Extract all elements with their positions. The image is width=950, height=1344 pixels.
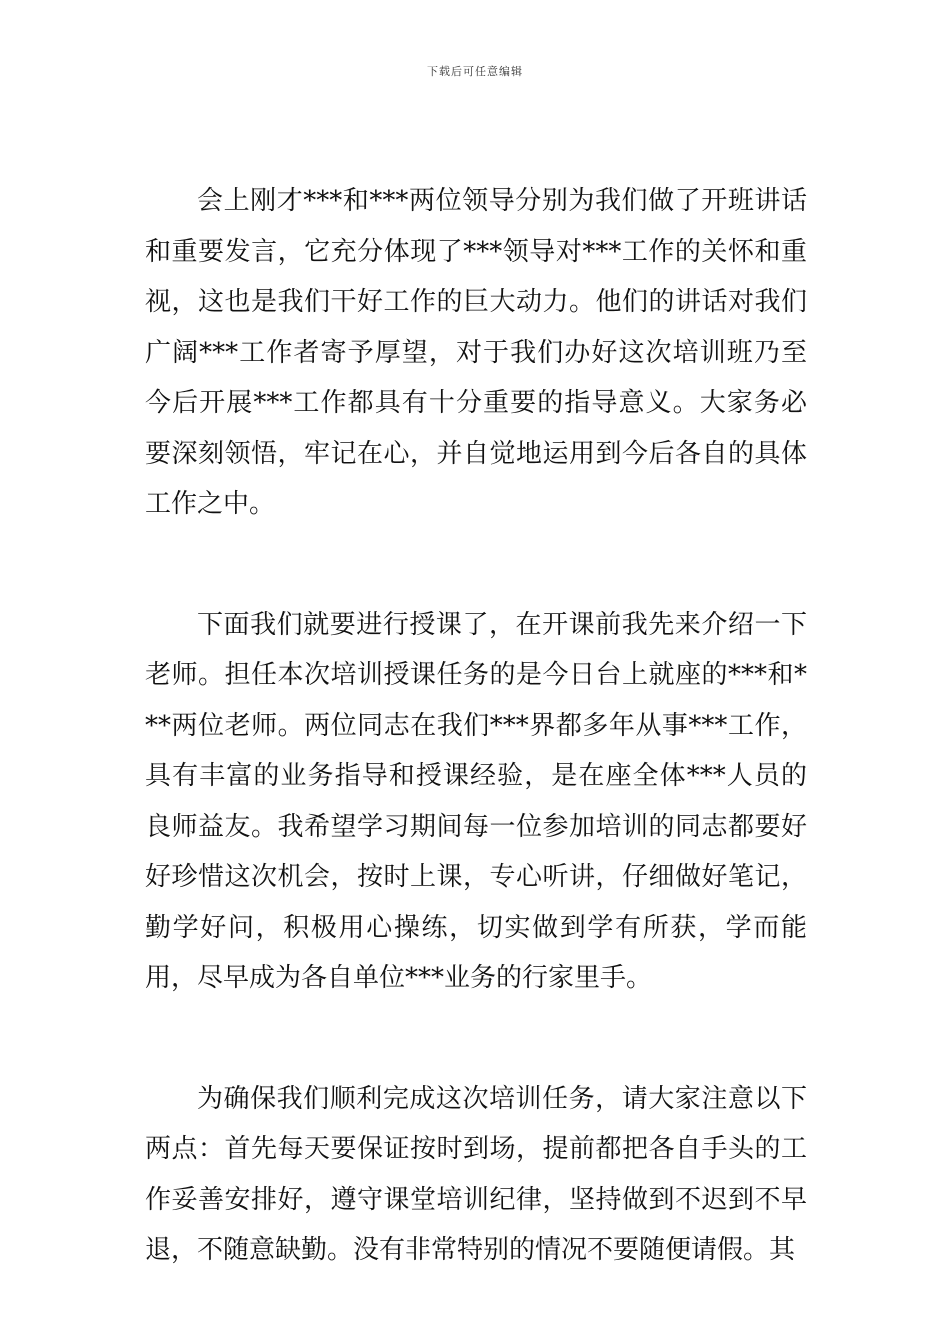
paragraph-training-requirements: 为确保我们顺利完成这次培训任务，请大家注意以下两点：首先每天要保证按时到场，提前都把各自手头的工作妥善安排好，遵守课堂培训纪律，坚持做到不迟到不早退，不随意缺勤。没有非常特别的情况不要随便请假。其 xyxy=(145,1083,807,1265)
paragraph-teacher-introduction: 下面我们就要进行授课了，在开课前我先来介绍一下老师。担任本次培训授课任务的是今日台上就座的***和***两位老师。两位同志在我们***界都多年从事***工作，具有丰富的业务指导和授课经验，是在座全体***人员的良师益友。我希望学习期间每一位参加培训的同志都要好好珍惜这次机会，按时上课，专心听讲，仔细做好笔记，勤学好问，积极用心操练，切实做到学有所获，学而能用，尽早成为各自单位***业务的行家里手。 xyxy=(145,609,807,993)
paragraph-opening-remarks: 会上刚才***和***两位领导分别为我们做了开班讲话和重要发言，它充分体现了***领导对***工作的关怀和重视，这也是我们干好工作的巨大动力。他们的讲话对我们广阔***工作者寄予厚望，对于我们办好这次培训班乃至今后开展***工作都具有十分重要的指导意义。大家务必要深刻领悟，牢记在心，并自觉地运用到今后各自的具体工作之中。 xyxy=(145,186,807,519)
document-body xyxy=(145,176,807,1276)
page-header: 下载后可任意编辑 xyxy=(427,65,523,78)
